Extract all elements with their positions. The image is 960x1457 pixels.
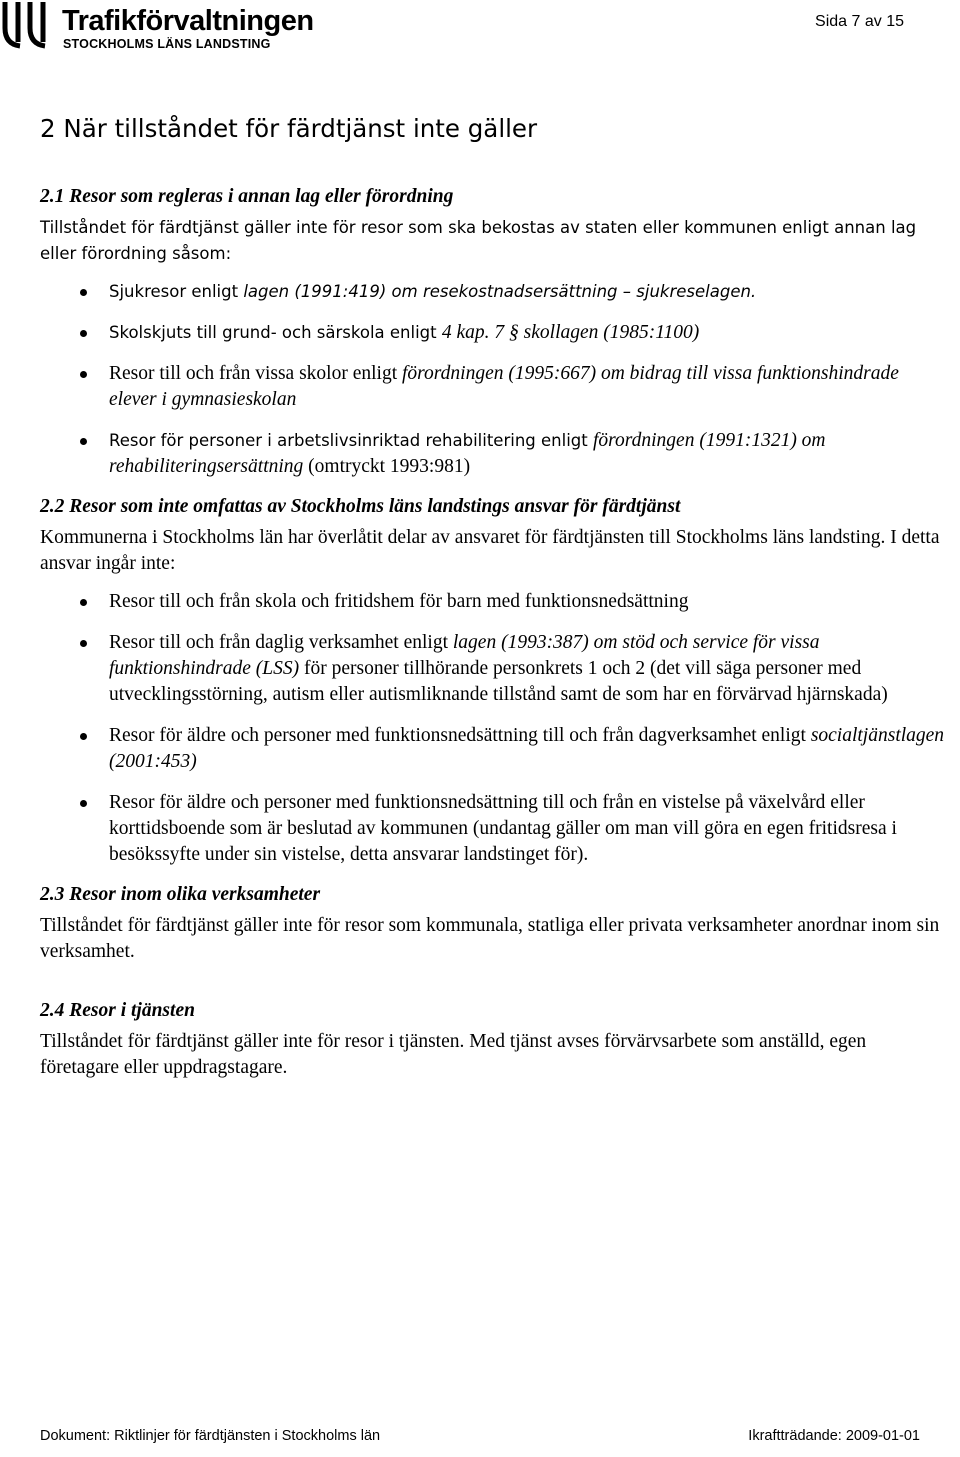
- page-number: Sida 7 av 15: [815, 13, 904, 30]
- law-reference: förordningen (1991:1321) om rehabiliteringsersättning: [109, 430, 826, 477]
- footer-effective-date: Ikraftträdande: 2009-01-01: [748, 1428, 920, 1444]
- document-body: [40, 114, 945, 1093]
- bullet-list: [40, 279, 945, 480]
- subsection-heading-2-2: 2.2 Resor som inte omfattas av Stockholms läns landstings ansvar för färdtjänst: [40, 496, 681, 517]
- footer-document-title: Dokument: Riktlinjer för färdtjänsten i Stockholms län: [40, 1428, 381, 1444]
- paragraph-text: Tillståndet för färdtjänst gäller inte för resor som ska bekostas av staten eller kommunen enligt annan lag eller förordning såsom:: [40, 218, 917, 263]
- subsection-heading-2-4: 2.4 Resor i tjänsten: [40, 1000, 195, 1021]
- item-text: Sjukresor enligt: [109, 282, 244, 301]
- bullet-icon: [80, 438, 87, 445]
- organization-logo: [0, 0, 330, 58]
- list-item: [40, 320, 945, 346]
- subsection-heading-2-1: 2.1 Resor som regleras i annan lag eller förordning: [40, 186, 454, 207]
- law-reference: 4 kap. 7 § skollagen (1985:1100): [441, 322, 700, 343]
- list-item: [40, 279, 945, 305]
- law-reference: lagen (1993:387) om stöd och service för vissa funktionshindrade (LSS): [109, 632, 820, 679]
- bullet-list: [40, 589, 945, 868]
- list-item: [40, 790, 945, 868]
- list-item: [40, 630, 945, 708]
- item-text-tail: för personer tillhörande personkrets 1 och 2 (det vill säga personer med utvecklingsstörning, autism eller autismliknande tillstånd samt de som har en förvärvad hjärnskada): [109, 658, 888, 705]
- law-reference: socialtjänstlagen (2001:453): [109, 725, 945, 772]
- bullet-icon: [80, 599, 87, 606]
- bullet-icon: [80, 330, 87, 337]
- law-reference: lagen (1991:419) om resekostnadsersättning – sjukreselagen.: [243, 282, 757, 301]
- list-item: [40, 589, 945, 615]
- bullet-icon: [80, 640, 87, 647]
- law-reference: förordningen (1995:667) om bidrag till vissa funktionshindrade elever i gymnasieskolan: [109, 363, 899, 410]
- bullet-icon: [80, 371, 87, 378]
- item-text-tail: (omtryckt 1993:981): [303, 456, 471, 477]
- bullet-icon: [80, 733, 87, 740]
- bullet-icon: [80, 800, 87, 807]
- paragraph: Tillståndet för färdtjänst gäller inte för resor som kommunala, statliga eller privata verksamheter anordnar inom sin verksamhet.: [40, 915, 940, 962]
- list-item: [40, 428, 945, 480]
- item-text: Resor för äldre och personer med funktionsnedsättning till och från dagverksamhet enligt: [109, 725, 811, 746]
- paragraph: Tillståndet för färdtjänst gäller inte för resor i tjänsten. Med tjänst avses förvärvsarbete som anställd, egen företagare eller uppdragstagare.: [40, 1031, 867, 1078]
- subsection-heading-2-3: 2.3 Resor inom olika verksamheter: [40, 884, 321, 905]
- bullet-icon: [80, 289, 87, 296]
- paragraph: Kommunerna i Stockholms län har överlåtit delar av ansvaret för färdtjänsten till Stockholms läns landsting. I detta ansvar ingår inte:: [40, 527, 940, 574]
- logo-mark-icon: [0, 2, 58, 54]
- item-text: Skolskjuts till grund- och särskola enligt: [109, 323, 442, 342]
- logo-subtitle: STOCKHOLMS LÄNS LANDSTING: [63, 37, 271, 51]
- item-text: Resor till och från daglig verksamhet enligt: [109, 632, 453, 653]
- item-text: Resor för äldre och personer med funktionsnedsättning till och från en vistelse på växelvård eller korttidsboende som är beslutad av kommunen (undantag gäller om man vill göra en egen fritidsresa i besökssyfte under sin vistelse, detta ansvarar landstinget för).: [109, 792, 897, 865]
- logo-title: Trafikförvaltningen: [62, 5, 314, 37]
- item-text: Resor för personer i arbetslivsinriktad rehabilitering enligt: [109, 431, 593, 450]
- section-heading: 2 När tillståndet för färdtjänst inte gäller: [40, 114, 538, 143]
- item-text: Resor till och från skola och fritidshem för barn med funktionsnedsättning: [109, 591, 689, 612]
- list-item: [40, 723, 945, 775]
- paragraph: [40, 215, 945, 267]
- list-item: [40, 361, 945, 413]
- item-text: Resor till och från vissa skolor enligt: [109, 363, 402, 384]
